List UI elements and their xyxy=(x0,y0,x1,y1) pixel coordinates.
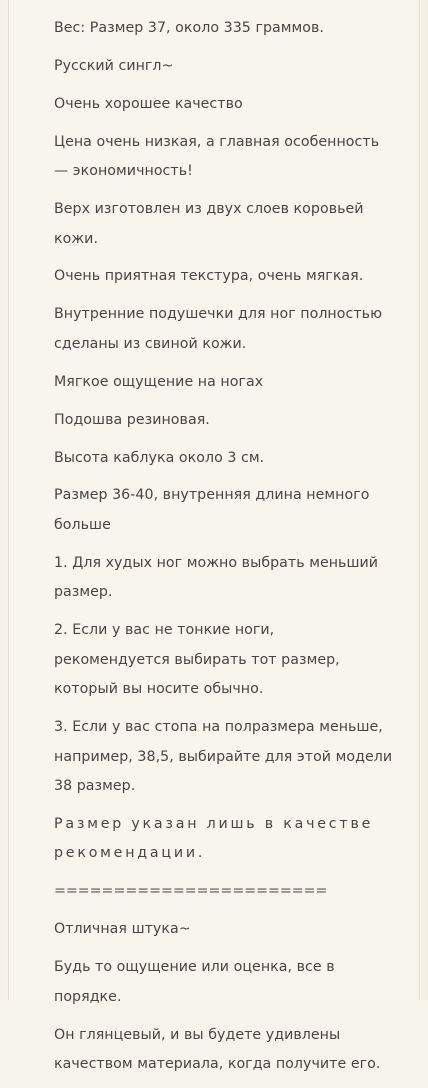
divider-line: ======================= xyxy=(54,883,328,900)
size-range-paragraph: Размер 36-40, внутренняя длина немного больше xyxy=(54,487,370,533)
left-border xyxy=(8,0,9,1000)
size-tip-1: 1. Для худых ног можно выбрать меньший размер. xyxy=(54,554,379,601)
text-paragraph: Подошва резиновая. xyxy=(54,411,210,428)
text-paragraph: Высота каблука около 3 см. xyxy=(54,449,265,466)
text-paragraph: Мягкое ощущение на ногах xyxy=(54,373,264,390)
text-paragraph: Внутренние подушечки для ног полностью сделаны из свиной кожи. xyxy=(54,306,383,352)
text-paragraph: Цена очень низкая, а главная особенность — экономичность! xyxy=(54,133,380,180)
text-paragraph: Очень хорошее качество xyxy=(54,95,243,112)
description-text xyxy=(54,14,394,1088)
text-paragraph: Отличная штука~ xyxy=(54,921,191,938)
text-paragraph: Верх изготовлен из двух слоев коровьей кожи. xyxy=(54,201,364,247)
size-tip-2: 2. Если у вас не тонкие ноги, рекомендуется выбирать тот размер, который вы носите обычно. xyxy=(54,622,340,698)
text-paragraph: Очень приятная текстура, очень мягкая. xyxy=(54,268,364,285)
text-paragraph: Русский сингл~ xyxy=(54,57,174,74)
size-note: Размер указан лишь в качестве рекомендации. xyxy=(54,815,374,862)
weight-line: Вес: Размер 37, около 335 граммов. xyxy=(54,20,324,36)
text-paragraph: Он глянцевый, и вы будете удивлены качеством материала, когда получите его. xyxy=(54,1026,381,1073)
right-border xyxy=(419,0,420,1000)
size-tip-3: 3. Если у вас стопа на полразмера меньше, например, 38,5, выбирайте для этой модели 38 размер. xyxy=(54,719,393,795)
text-paragraph: Будь то ощущение или оценка, все в порядке. xyxy=(54,959,335,1005)
